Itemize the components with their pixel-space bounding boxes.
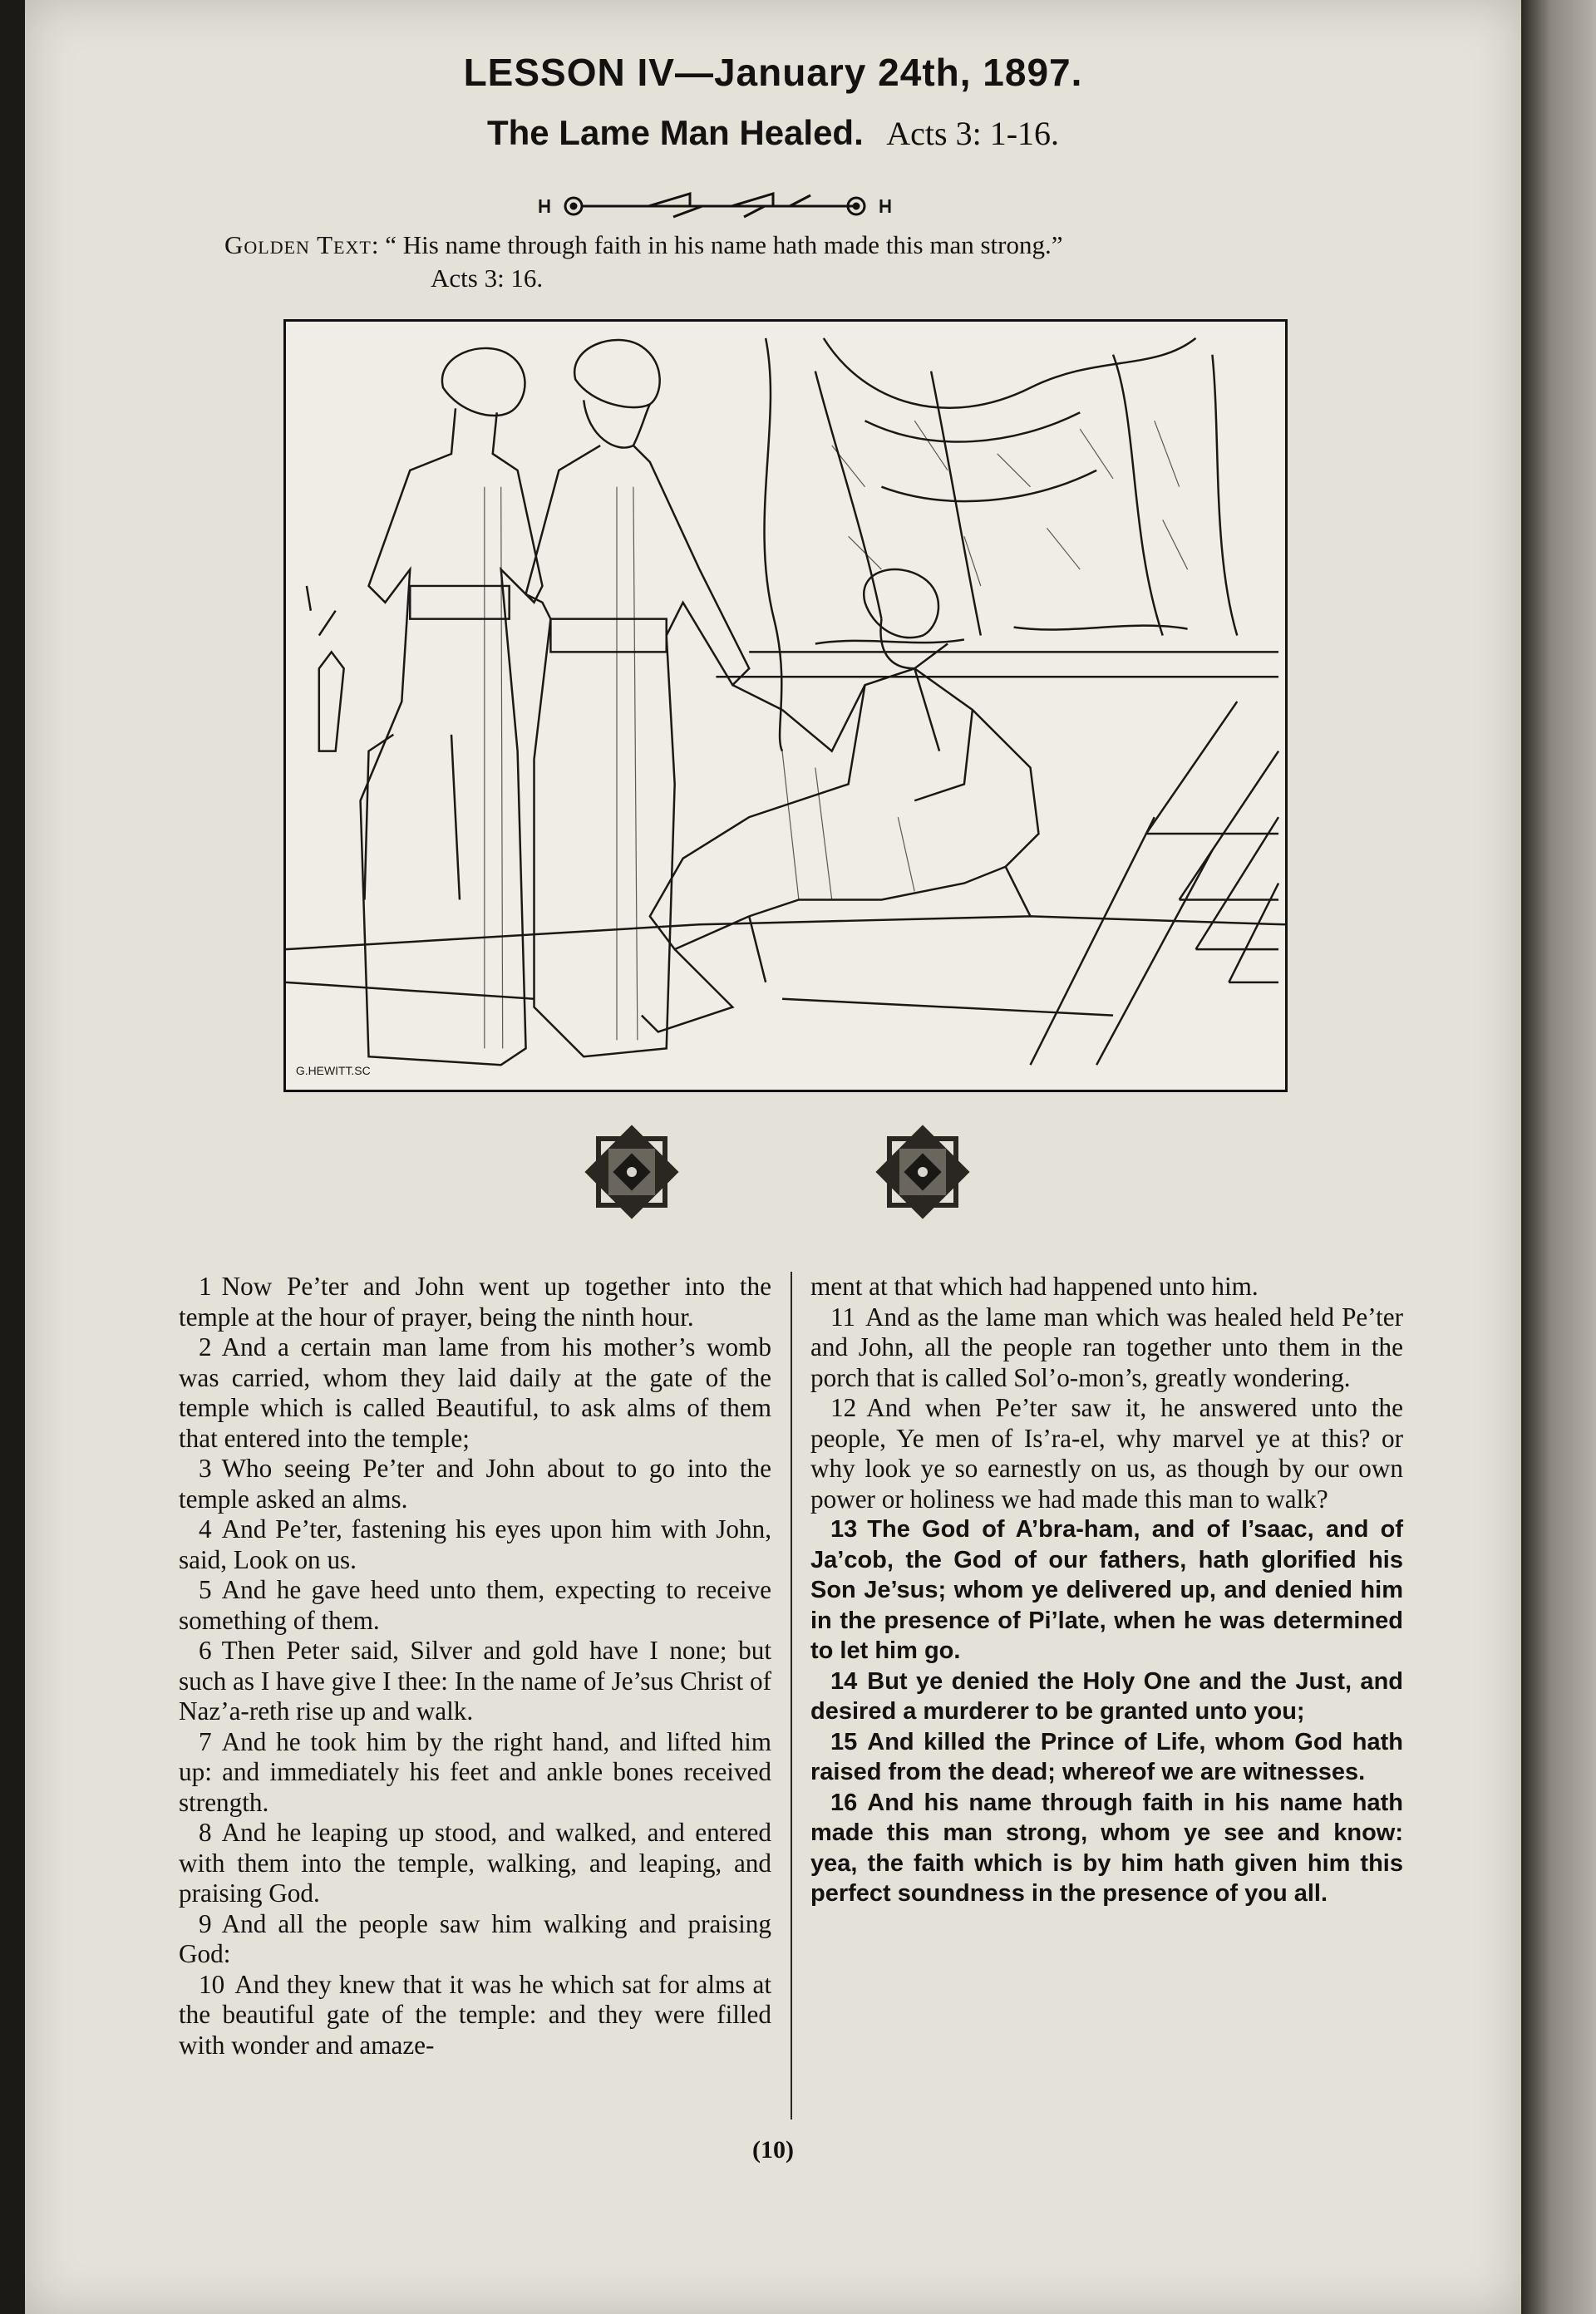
verse-4: 4 And Pe’ter, fastening his eyes upon him with John, said, Look on us. [179, 1514, 771, 1574]
scanned-page [25, 0, 1521, 2314]
verse-10-continued: ment at that which had happened unto him. [810, 1272, 1259, 1301]
golden-text-label: Golden Text [224, 230, 372, 259]
adjacent-page-edge [1521, 0, 1596, 2314]
verse-10: 10 And they knew that it was he which sat for alms at the beautiful gate of the temple: and they were filled with wonder and amaze- [179, 1969, 771, 2060]
golden-text-quote: : “ His name through faith in his name hath made this man strong.” [371, 230, 1063, 259]
lesson-header [25, 50, 1521, 153]
tile-ornament-icon [873, 1122, 973, 1222]
verse-14: 14 But ye denied the Holy One and the Just, and desired a murderer to be granted unto you; [810, 1667, 1403, 1725]
verse-3: 3 Who seeing Pe’ter and John about to go into the temple asked an alms. [179, 1454, 771, 1514]
verse-5: 5 And he gave heed unto them, expecting to receive something of them. [179, 1575, 771, 1635]
verse-16: 16 And his name through faith in his name hath made this man strong, whom ye see and know: yea, the faith which is by him hath given him this perfect soundness in the presence of you all. [810, 1789, 1403, 1907]
left-column [179, 1272, 771, 2060]
verse-9: 9 And all the people saw him walking and praising God: [179, 1908, 771, 1968]
lesson-subtitle: The Lame Man Healed. [486, 113, 864, 152]
verse-8: 8 And he leaping up stood, and walked, and entered with them into the temple, walking, and leaping, and praising God. [179, 1818, 771, 1908]
right-column [810, 1272, 1403, 1909]
scripture-columns [179, 1272, 1413, 2120]
verse-7: 7 And he took him by the right hand, and lifted him up: and immediately his feet and ankle bones received strength. [179, 1726, 771, 1817]
golden-text [224, 229, 1388, 295]
verse-12: 12 And when Pe’ter saw it, he answered unto the people, Ye men of Is’ra-el, why marvel ye at this? or why look ye so earnestly on us, as though by our own power or holiness we had made this man to walk? [810, 1393, 1403, 1514]
verse-13: 13 The God of A’bra-ham, and of I’saac, and of Ja’cob, the God of our fathers, hath glorified his Son Je’sus; whom ye delivered up, and denied him in the presence of Pi’late, when he was determined to let him go. [810, 1516, 1403, 1664]
tile-ornament-icon [582, 1122, 682, 1222]
verse-1: 1 Now Pe’ter and John went up together into the temple at the hour of prayer, being the ninth hour. [179, 1272, 771, 1332]
page-number: (10) [752, 2136, 794, 2164]
golden-text-reference: Acts 3: 16. [431, 263, 544, 293]
lesson-subtitle-row [25, 113, 1521, 153]
peter-john-healing-lame-man-image [286, 322, 1285, 1090]
lesson-title: LESSON IV—January 24th, 1897. [463, 51, 1083, 94]
scripture-reference: Acts 3: 1-16. [886, 115, 1060, 152]
verse-6: 6 Then Peter said, Silver and gold have I none; but such as I have give I thee: In the name of Je’sus Christ of Naz’a-reth rise up and walk. [179, 1636, 771, 1726]
column-divider [791, 1272, 792, 2120]
decorative-flourish-icon [524, 187, 906, 225]
verse-11: 11 And as the lame man which was healed held Pe’ter and John, all the people ran together unto them in the porch that is called Sol’o-mon’s, greatly wondering. [810, 1302, 1403, 1392]
verse-2: 2 And a certain man lame from his mother’s womb was carried, whom they laid daily at the gate of the temple which is called Beautiful, to ask alms of them that entered into the temple; [179, 1332, 771, 1453]
engraving-illustration [283, 319, 1288, 1092]
verse-15: 15 And killed the Prince of Life, whom God hath raised from the dead; whereof we are witnesses. [810, 1728, 1403, 1785]
illustration-signature: G.HEWITT.SC [295, 1064, 371, 1078]
